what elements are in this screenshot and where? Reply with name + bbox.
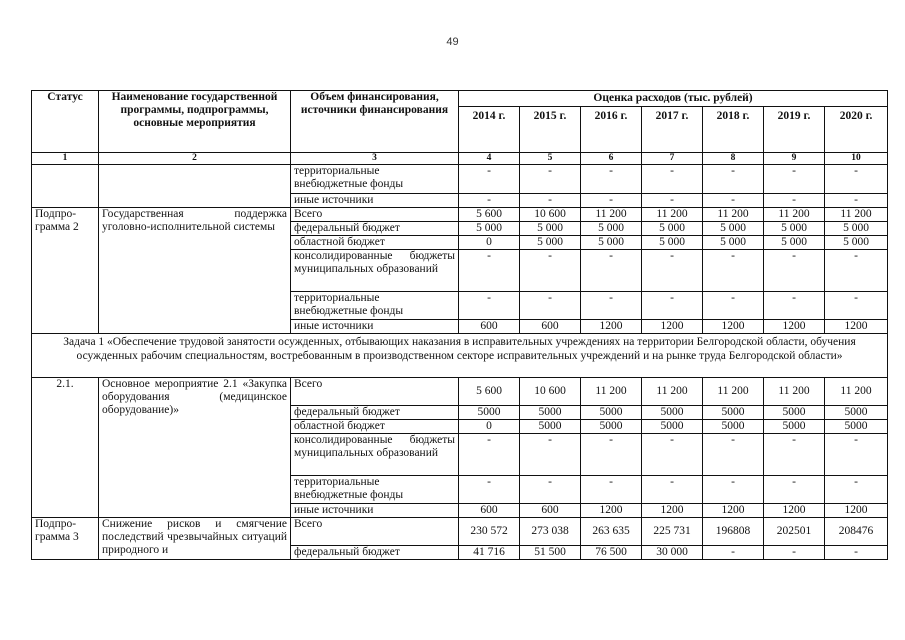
table-body — [32, 165, 888, 560]
value-cell: - — [703, 434, 764, 476]
value-cell: 202501 — [764, 518, 825, 546]
funding-source: Всего — [291, 378, 459, 406]
table-row — [32, 518, 888, 546]
value-cell: - — [703, 546, 764, 560]
value-cell: - — [764, 250, 825, 292]
value-cell: 225 731 — [642, 518, 703, 546]
funding-table — [31, 90, 888, 560]
value-cell: 5 000 — [581, 236, 642, 250]
value-cell: 0 — [459, 420, 520, 434]
page-number: 49 — [446, 36, 459, 48]
value-cell: - — [764, 476, 825, 504]
value-cell: - — [581, 250, 642, 292]
index-cell: 2 — [99, 153, 291, 165]
value-cell: 11 200 — [642, 208, 703, 222]
value-cell: 11 200 — [825, 208, 888, 222]
value-cell: 5 000 — [825, 236, 888, 250]
funding-source: территориальные внебюджетные фонды — [291, 292, 459, 320]
value-cell: - — [825, 546, 888, 560]
value-cell: - — [520, 476, 581, 504]
value-cell: - — [520, 165, 581, 194]
value-cell: 5000 — [520, 420, 581, 434]
funding-source: территориальные внебюджетные фонды — [291, 165, 459, 194]
table-header — [32, 91, 888, 165]
col-funding-header: Объем финансирования, источники финансирования — [291, 91, 459, 153]
year-header: 2018 г. — [703, 107, 764, 153]
value-cell: - — [825, 165, 888, 194]
year-header: 2015 г. — [520, 107, 581, 153]
row-status: Подпро-грамма 3 — [32, 518, 99, 560]
value-cell: - — [642, 165, 703, 194]
value-cell: 263 635 — [581, 518, 642, 546]
index-cell: 4 — [459, 153, 520, 165]
value-cell: 5 000 — [703, 222, 764, 236]
funding-source: иные источники — [291, 320, 459, 334]
value-cell: - — [764, 292, 825, 320]
funding-source: областной бюджет — [291, 236, 459, 250]
row-name — [99, 165, 291, 208]
value-cell: - — [520, 194, 581, 208]
value-cell: - — [703, 165, 764, 194]
row-name: Государственная поддержка уголовно-исполнительной системы — [99, 208, 291, 334]
value-cell: 1200 — [825, 320, 888, 334]
index-cell: 8 — [703, 153, 764, 165]
value-cell: - — [581, 165, 642, 194]
value-cell: - — [642, 292, 703, 320]
value-cell: - — [459, 250, 520, 292]
value-cell: - — [459, 165, 520, 194]
funding-source: консолидированные бюджеты муниципальных образований — [291, 250, 459, 292]
col-name-header: Наименование государственной программы, подпрограммы, основные мероприятия — [99, 91, 291, 153]
value-cell: 196808 — [703, 518, 764, 546]
value-cell: - — [581, 194, 642, 208]
value-cell: 1200 — [764, 504, 825, 518]
value-cell: 1200 — [581, 320, 642, 334]
funding-source: федеральный бюджет — [291, 546, 459, 560]
value-cell: 11 200 — [581, 208, 642, 222]
value-cell: 11 200 — [642, 378, 703, 406]
value-cell: 600 — [520, 320, 581, 334]
value-cell: 5000 — [642, 420, 703, 434]
value-cell: 5000 — [703, 406, 764, 420]
value-cell: - — [581, 434, 642, 476]
value-cell: 11 200 — [764, 378, 825, 406]
value-cell: 230 572 — [459, 518, 520, 546]
value-cell: - — [642, 250, 703, 292]
value-cell: - — [764, 165, 825, 194]
row-status — [32, 165, 99, 208]
value-cell: 1200 — [703, 320, 764, 334]
index-cell: 7 — [642, 153, 703, 165]
col-status-header: Статус — [32, 91, 99, 153]
value-cell: - — [642, 194, 703, 208]
index-cell: 3 — [291, 153, 459, 165]
year-header: 2020 г. — [825, 107, 888, 153]
value-cell: 1200 — [825, 504, 888, 518]
row-name: Снижение рисков и смягчение последствий чрезвычайных ситуаций природного и — [99, 518, 291, 560]
value-cell: 5 000 — [459, 222, 520, 236]
value-cell: 5 000 — [642, 222, 703, 236]
value-cell: 5000 — [581, 420, 642, 434]
value-cell: 5 000 — [764, 236, 825, 250]
value-cell: - — [703, 292, 764, 320]
value-cell: - — [703, 194, 764, 208]
task-text: Задача 1 «Обеспечение трудовой занятости осужденных, отбывающих наказания в исправительных учреждениях на территории Белгородской области, обучения осужденных рабочим специальностям, востребованным в производственном секторе исправительных учреждений и на рынке труда Белгородской области» — [32, 334, 888, 378]
funding-source: иные источники — [291, 504, 459, 518]
value-cell: 5000 — [703, 420, 764, 434]
value-cell: 10 600 — [520, 378, 581, 406]
funding-source: областной бюджет — [291, 420, 459, 434]
funding-source: иные источники — [291, 194, 459, 208]
year-header: 2014 г. — [459, 107, 520, 153]
index-cell: 9 — [764, 153, 825, 165]
value-cell: 11 200 — [825, 378, 888, 406]
value-cell: 11 200 — [764, 208, 825, 222]
value-cell: - — [642, 434, 703, 476]
value-cell: 5 600 — [459, 208, 520, 222]
value-cell: 5 000 — [520, 236, 581, 250]
value-cell: 1200 — [703, 504, 764, 518]
table-row — [32, 165, 888, 194]
value-cell: 0 — [459, 236, 520, 250]
value-cell: 273 038 — [520, 518, 581, 546]
value-cell: 11 200 — [703, 378, 764, 406]
value-cell: 600 — [459, 320, 520, 334]
index-cell: 1 — [32, 153, 99, 165]
value-cell: - — [581, 292, 642, 320]
value-cell: 5 600 — [459, 378, 520, 406]
table-row — [32, 208, 888, 222]
value-cell: - — [764, 434, 825, 476]
value-cell: 5000 — [459, 406, 520, 420]
value-cell: - — [459, 476, 520, 504]
value-cell: 5 000 — [825, 222, 888, 236]
value-cell: 5000 — [581, 406, 642, 420]
funding-source: Всего — [291, 518, 459, 546]
value-cell: 1200 — [581, 504, 642, 518]
value-cell: 76 500 — [581, 546, 642, 560]
task-row — [32, 334, 888, 378]
value-cell: - — [581, 476, 642, 504]
value-cell: - — [825, 434, 888, 476]
value-cell: 11 200 — [581, 378, 642, 406]
funding-source: федеральный бюджет — [291, 222, 459, 236]
value-cell: 30 000 — [642, 546, 703, 560]
value-cell: - — [642, 476, 703, 504]
value-cell: - — [825, 292, 888, 320]
index-cell: 6 — [581, 153, 642, 165]
value-cell: - — [825, 250, 888, 292]
funding-source: федеральный бюджет — [291, 406, 459, 420]
funding-source: Всего — [291, 208, 459, 222]
value-cell: - — [520, 434, 581, 476]
value-cell: 600 — [459, 504, 520, 518]
value-cell: 5 000 — [581, 222, 642, 236]
index-row — [32, 153, 888, 165]
value-cell: 5 000 — [703, 236, 764, 250]
year-header: 2016 г. — [581, 107, 642, 153]
value-cell: 11 200 — [703, 208, 764, 222]
value-cell: 600 — [520, 504, 581, 518]
value-cell: 5000 — [520, 406, 581, 420]
value-cell: - — [520, 292, 581, 320]
funding-source: территориальные внебюджетные фонды — [291, 476, 459, 504]
value-cell: - — [764, 546, 825, 560]
value-cell: 5000 — [764, 406, 825, 420]
value-cell: - — [764, 194, 825, 208]
row-status: Подпро-грамма 2 — [32, 208, 99, 334]
value-cell: - — [703, 476, 764, 504]
value-cell: - — [459, 434, 520, 476]
value-cell: 5 000 — [642, 236, 703, 250]
value-cell: 1200 — [764, 320, 825, 334]
value-cell: 41 716 — [459, 546, 520, 560]
row-name: Основное мероприятие 2.1 «Закупка оборудования (медицинское оборудование)» — [99, 378, 291, 518]
index-cell: 10 — [825, 153, 888, 165]
value-cell: - — [459, 194, 520, 208]
value-cell: - — [825, 194, 888, 208]
value-cell: - — [520, 250, 581, 292]
funding-source: консолидированные бюджеты муниципальных образований — [291, 434, 459, 476]
value-cell: 5000 — [764, 420, 825, 434]
value-cell: 1200 — [642, 320, 703, 334]
value-cell: 51 500 — [520, 546, 581, 560]
value-cell: 5 000 — [520, 222, 581, 236]
index-cell: 5 — [520, 153, 581, 165]
value-cell: 1200 — [642, 504, 703, 518]
value-cell: 10 600 — [520, 208, 581, 222]
value-cell: - — [459, 292, 520, 320]
year-header: 2017 г. — [642, 107, 703, 153]
value-cell: - — [703, 250, 764, 292]
row-status: 2.1. — [32, 378, 99, 518]
value-cell: 5000 — [825, 420, 888, 434]
value-cell: 208476 — [825, 518, 888, 546]
estimate-header: Оценка расходов (тыс. рублей) — [459, 91, 888, 107]
value-cell: 5000 — [825, 406, 888, 420]
value-cell: 5000 — [642, 406, 703, 420]
table-row — [32, 378, 888, 406]
value-cell: 5 000 — [764, 222, 825, 236]
value-cell: - — [825, 476, 888, 504]
year-header: 2019 г. — [764, 107, 825, 153]
